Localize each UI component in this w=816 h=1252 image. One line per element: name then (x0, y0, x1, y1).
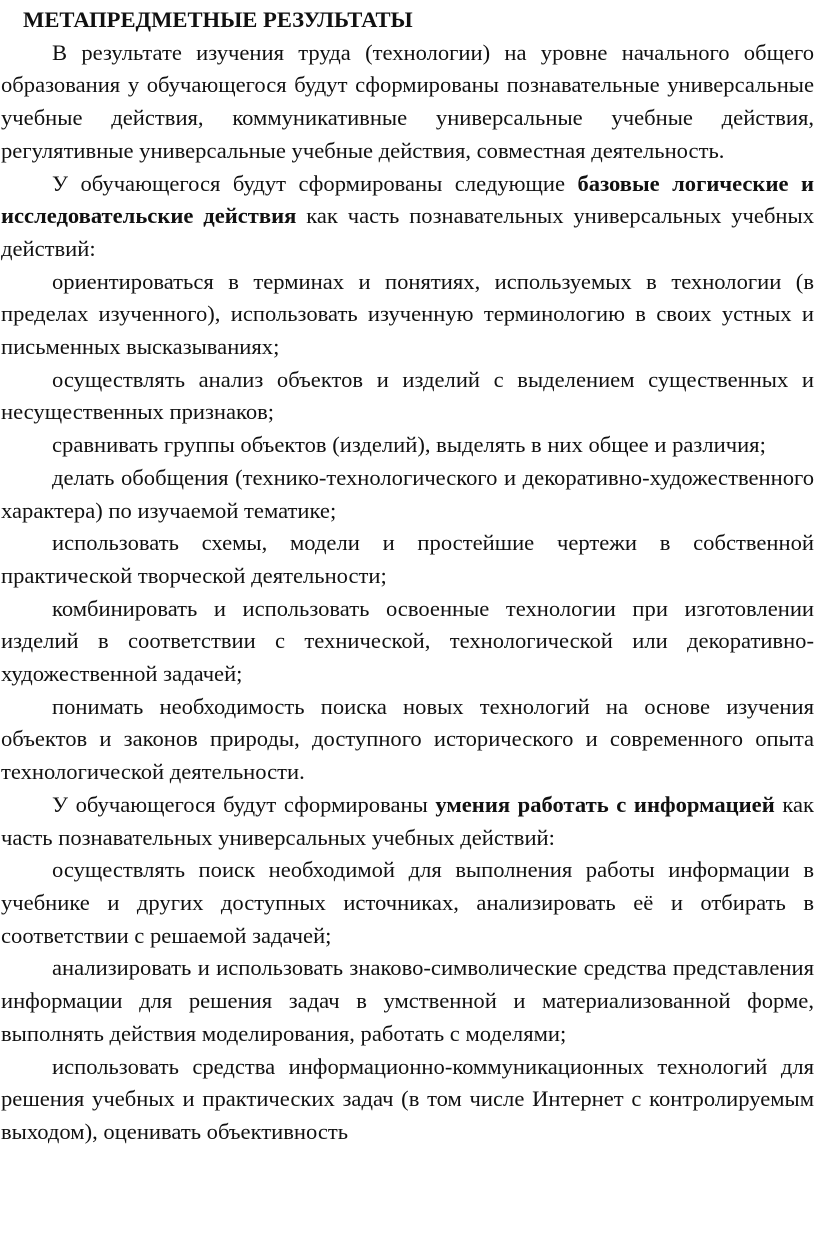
section1-lead-text: У обучающегося будут сформированы следующие (52, 170, 578, 196)
list-item: осуществлять анализ объектов и изделий с выделением существенных и несущественных признаков; (1, 366, 814, 425)
section2-lead-tail: как часть познавательных универсальных учебных действий: (1, 791, 814, 850)
section-heading: МЕТАПРЕДМЕТНЫЕ РЕЗУЛЬТАТЫ (23, 7, 413, 32)
list-item: понимать необходимость поиска новых технологий на основе изучения объектов и законов природы, доступного исторического и современного опыта технологической деятельности. (1, 693, 814, 785)
section1-lead-bold: базовые логические и исследовательские действия (1, 170, 814, 229)
list-item: использовать средства информационно-коммуникационных технологий для решения учебных и практических задач (в том числе Интернет с контролируемым выходом), оценивать объективность (1, 1053, 814, 1144)
section1-lead-paragraph (1, 168, 814, 266)
intro-paragraph: В результате изучения труда (технологии) на уровне начального общего образования у обучающегося будут сформированы познавательные универсальные учебные действия, коммуникативные универсальные учебные действия, регулятивные универсальные учебные действия, совместная деятельность. (1, 39, 814, 163)
list-item: сравнивать группы объектов (изделий), выделять в них общее и различия; (52, 432, 766, 458)
section2-lead-bold: умения работать с информацией (435, 791, 775, 817)
list-item: анализировать и использовать знаково-символические средства представления информации для решения задач в умственной и материализованной форме, выполнять действия моделирования, работать с моделями; (1, 955, 814, 1046)
list-item: осуществлять поиск необходимой для выполнения работы информации в учебнике и других доступных источниках, анализировать её и отбирать в соответствии с решаемой задачей; (1, 857, 814, 948)
list-item: делать обобщения (технико-технологического и декоративно-художественного характера) по изучаемой тематике; (1, 464, 814, 523)
list-item: комбинировать и использовать освоенные технологии при изготовлении изделий в соответствии с технической, технологической или декоративно-художественной задачей; (1, 595, 814, 687)
section2-lead-paragraph (1, 789, 814, 854)
list-item: ориентироваться в терминах и понятиях, используемых в технологии (в пределах изученного), использовать изученную терминологию в своих устных и письменных высказываниях; (1, 268, 814, 360)
section1-lead-tail: как часть познавательных универсальных учебных действий: (1, 203, 815, 261)
section2-lead-text: У обучающегося будут сформированы (52, 791, 436, 817)
list-item: использовать схемы, модели и простейшие чертежи в собственной практической творческой деятельности; (1, 530, 814, 588)
